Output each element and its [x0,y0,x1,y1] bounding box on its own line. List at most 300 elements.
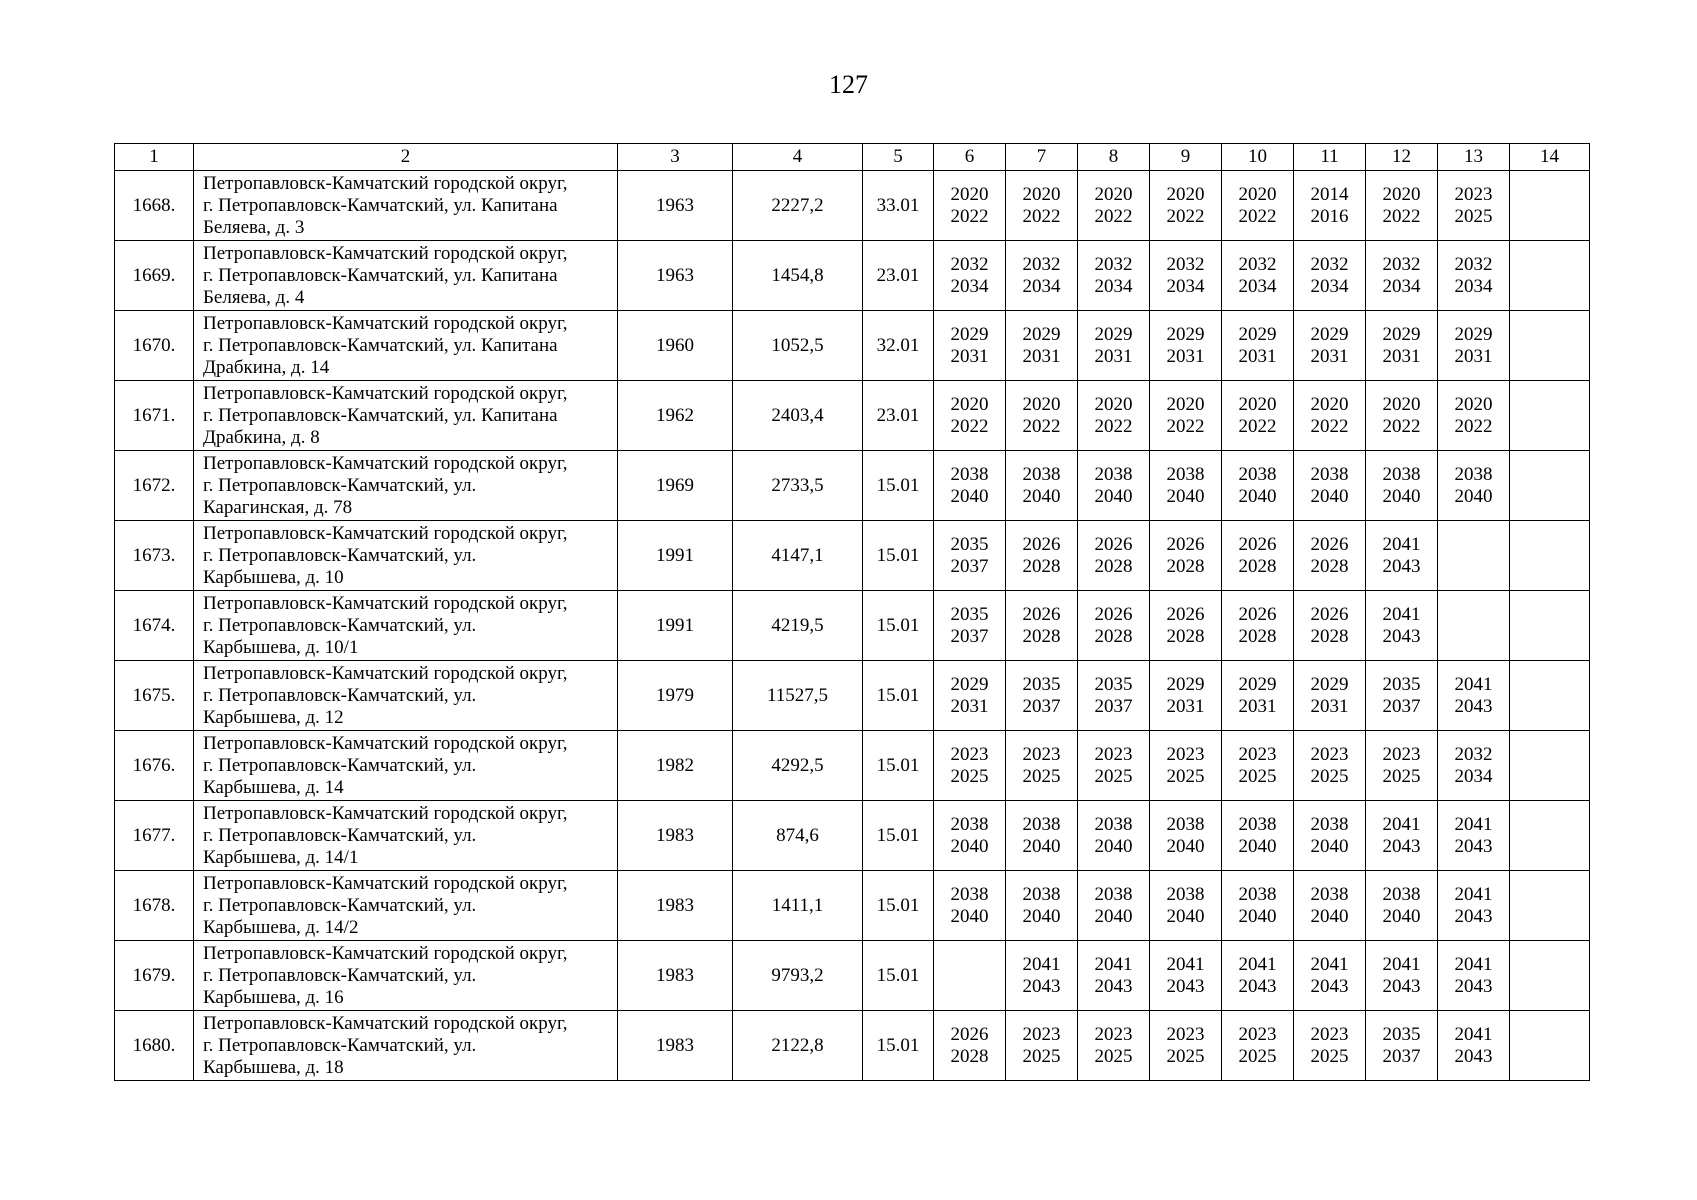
area-cell: 2122,8 [733,1011,863,1081]
year-cell: 1962 [618,381,733,451]
period-start: 2023 [1094,1023,1133,1045]
address-line: Петропавловск-Камчатский городской округ, [203,802,568,824]
period-start: 2038 [1094,813,1133,835]
row-number: 1673. [115,521,194,591]
period-cell [1150,801,1222,871]
period-cell [1222,381,1294,451]
address-cell [194,941,618,1011]
row-number: 1674. [115,591,194,661]
table-row [115,871,1590,941]
period-start: 2035 [1382,1023,1421,1045]
address-line: Карбышева, д. 10 [203,566,344,588]
period-end: 2022 [1166,415,1205,437]
address-line: Петропавловск-Камчатский городской округ, [203,522,568,544]
period-cell [934,731,1006,801]
period-start: 2023 [1238,1023,1277,1045]
period-start: 2038 [1382,883,1421,905]
period-cell [1438,941,1510,1011]
period-cell [934,171,1006,241]
year-cell: 1963 [618,171,733,241]
period-start: 2023 [1166,1023,1205,1045]
area-cell: 1454,8 [733,241,863,311]
period-end: 2040 [1022,485,1061,507]
period-end: 2028 [1166,625,1205,647]
address-line: Петропавловск-Камчатский городской округ, [203,732,568,754]
period-end: 2040 [1382,905,1421,927]
address-line: Карагинская, д. 78 [203,496,353,518]
period-end: 2040 [1382,485,1421,507]
period-cell [1078,941,1150,1011]
period-start: 2029 [1382,323,1421,345]
period-end: 2037 [1022,695,1061,717]
year-cell: 1979 [618,661,733,731]
period-end: 2043 [1382,975,1421,997]
column-header-4: 4 [733,144,863,171]
table-body [115,171,1590,1081]
period-cell [1222,311,1294,381]
period-start: 2023 [1166,743,1205,765]
period-end: 2031 [1238,695,1277,717]
period-cell [1078,661,1150,731]
period-cell [1006,1011,1078,1081]
column-header-10: 10 [1222,144,1294,171]
period-cell [1438,241,1510,311]
address-line: Карбышева, д. 12 [203,706,344,728]
period-start: 2038 [950,463,989,485]
period-cell [1078,801,1150,871]
period-cell [1294,381,1366,451]
period-end: 2022 [1166,205,1205,227]
address-line: г. Петропавловск-Камчатский, ул. Капитана [203,404,558,426]
period-cell [1078,311,1150,381]
period-start: 2023 [1022,743,1061,765]
year-cell: 1983 [618,871,733,941]
period-end: 2034 [950,275,989,297]
column-header-7: 7 [1006,144,1078,171]
period-start: 2020 [1022,183,1061,205]
period-end: 2022 [1094,205,1133,227]
address-line: Карбышева, д. 16 [203,986,344,1008]
period-cell [1366,941,1438,1011]
period-cell [1150,381,1222,451]
period-start: 2014 [1310,183,1349,205]
code-cell: 15.01 [863,801,934,871]
period-end: 2043 [1382,835,1421,857]
period-end: 2043 [1166,975,1205,997]
period-end: 2031 [1454,345,1493,367]
period-cell [934,871,1006,941]
column-header-11: 11 [1294,144,1366,171]
period-end: 2031 [1238,345,1277,367]
column-header-14: 14 [1510,144,1590,171]
period-cell [1294,1011,1366,1081]
period-start: 2026 [1094,533,1133,555]
table-row [115,801,1590,871]
address-line: Петропавловск-Камчатский городской округ, [203,872,568,894]
period-start: 2038 [1166,883,1205,905]
address-cell [194,521,618,591]
period-cell [1078,451,1150,521]
period-start: 2023 [1310,743,1349,765]
address-cell [194,871,618,941]
period-cell [1150,521,1222,591]
period-cell [1078,381,1150,451]
period-cell [1438,521,1510,591]
address-line: Петропавловск-Камчатский городской округ, [203,242,568,264]
code-cell: 15.01 [863,871,934,941]
period-end: 2043 [1454,695,1493,717]
area-cell: 2733,5 [733,451,863,521]
period-end: 2037 [1094,695,1133,717]
period-end: 2028 [1310,625,1349,647]
period-cell [934,1011,1006,1081]
row-number: 1677. [115,801,194,871]
period-end: 2025 [1238,765,1277,787]
period-end: 2022 [950,415,989,437]
period-cell [1006,871,1078,941]
period-end: 2043 [1022,975,1061,997]
period-cell [1510,591,1590,661]
period-cell [1438,381,1510,451]
period-start: 2038 [1238,463,1277,485]
address-line: Карбышева, д. 14/1 [203,846,359,868]
period-end: 2040 [1022,835,1061,857]
period-cell [1150,171,1222,241]
column-header-13: 13 [1438,144,1510,171]
period-start: 2041 [1382,533,1421,555]
column-header-5: 5 [863,144,934,171]
period-start: 2020 [1094,393,1133,415]
period-cell [1438,311,1510,381]
address-line: Петропавловск-Камчатский городской округ, [203,312,568,334]
period-end: 2040 [1238,905,1277,927]
period-end: 2025 [1094,1045,1133,1067]
period-cell [1510,941,1590,1011]
address-cell [194,731,618,801]
period-cell [1366,731,1438,801]
area-cell: 1052,5 [733,311,863,381]
period-start: 2035 [950,603,989,625]
table-row [115,591,1590,661]
period-cell [1510,381,1590,451]
period-cell [1078,171,1150,241]
period-cell [1510,871,1590,941]
address-line: Петропавловск-Камчатский городской округ, [203,1012,568,1034]
address-cell [194,591,618,661]
address-line: г. Петропавловск-Камчатский, ул. [203,1034,477,1056]
year-cell: 1983 [618,941,733,1011]
address-cell [194,801,618,871]
column-header-2: 2 [194,144,618,171]
period-start: 2041 [1454,813,1493,835]
address-line: г. Петропавловск-Камчатский, ул. [203,894,477,916]
period-cell [1150,241,1222,311]
period-start: 2032 [1382,253,1421,275]
period-start: 2032 [1166,253,1205,275]
address-line: Драбкина, д. 14 [203,356,330,378]
period-end: 2028 [1238,625,1277,647]
address-line: Карбышева, д. 14/2 [203,916,359,938]
row-number: 1675. [115,661,194,731]
period-start: 2038 [1382,463,1421,485]
period-start: 2041 [1382,603,1421,625]
period-start: 2029 [1310,673,1349,695]
period-cell [1006,801,1078,871]
period-cell [1366,1011,1438,1081]
period-cell [1510,171,1590,241]
period-cell [1006,451,1078,521]
area-cell: 11527,5 [733,661,863,731]
period-end: 2028 [1310,555,1349,577]
period-start: 2023 [950,743,989,765]
address-cell [194,1011,618,1081]
period-end: 2037 [1382,695,1421,717]
address-line: г. Петропавловск-Камчатский, ул. [203,684,477,706]
address-cell [194,451,618,521]
period-cell [1510,311,1590,381]
period-cell [1006,591,1078,661]
period-start: 2032 [1310,253,1349,275]
address-line: г. Петропавловск-Камчатский, ул. [203,614,477,636]
registry-table [114,143,1590,1081]
period-end: 2022 [1454,415,1493,437]
period-end: 2040 [1094,835,1133,857]
period-end: 2022 [1094,415,1133,437]
period-start: 2026 [1238,603,1277,625]
period-end: 2022 [1382,205,1421,227]
row-number: 1668. [115,171,194,241]
area-cell: 874,6 [733,801,863,871]
period-cell [1366,521,1438,591]
period-cell [1006,171,1078,241]
period-end: 2040 [1094,905,1133,927]
period-end: 2040 [1166,835,1205,857]
row-number: 1669. [115,241,194,311]
period-end: 2025 [1382,765,1421,787]
period-start: 2035 [1094,673,1133,695]
period-end: 2043 [1238,975,1277,997]
row-number: 1670. [115,311,194,381]
period-cell [1150,661,1222,731]
year-cell: 1969 [618,451,733,521]
period-start: 2038 [1166,463,1205,485]
period-start: 2029 [950,323,989,345]
table-row [115,381,1590,451]
period-start: 2026 [1310,533,1349,555]
period-start: 2020 [1022,393,1061,415]
period-start: 2032 [1094,253,1133,275]
period-cell [1078,241,1150,311]
period-end: 2028 [1022,625,1061,647]
period-end: 2022 [1310,415,1349,437]
period-start: 2029 [950,673,989,695]
column-header-9: 9 [1150,144,1222,171]
period-cell [1294,171,1366,241]
period-cell [1510,1011,1590,1081]
row-number: 1671. [115,381,194,451]
period-cell [1510,521,1590,591]
period-cell [934,521,1006,591]
period-start: 2026 [1238,533,1277,555]
period-cell [1150,871,1222,941]
row-number: 1679. [115,941,194,1011]
period-cell [1294,521,1366,591]
address-line: г. Петропавловск-Камчатский, ул. Капитана [203,264,558,286]
period-end: 2025 [1310,765,1349,787]
year-cell: 1991 [618,521,733,591]
period-start: 2041 [1022,953,1061,975]
period-end: 2025 [1454,205,1493,227]
period-cell [934,451,1006,521]
address-line: Карбышева, д. 14 [203,776,344,798]
period-end: 2031 [1094,345,1133,367]
period-cell [1366,661,1438,731]
period-start: 2026 [1310,603,1349,625]
area-cell: 2227,2 [733,171,863,241]
row-number: 1680. [115,1011,194,1081]
table-row [115,171,1590,241]
period-cell [1294,941,1366,1011]
period-start: 2041 [1382,953,1421,975]
address-line: Драбкина, д. 8 [203,426,320,448]
period-cell [934,801,1006,871]
period-cell [1222,871,1294,941]
period-end: 2040 [1238,835,1277,857]
period-end: 2034 [1454,275,1493,297]
period-end: 2031 [1166,695,1205,717]
column-header-12: 12 [1366,144,1438,171]
period-end: 2028 [1238,555,1277,577]
period-cell [934,591,1006,661]
period-end: 2034 [1454,765,1493,787]
period-cell [934,311,1006,381]
period-cell [1222,171,1294,241]
period-cell [1510,241,1590,311]
period-cell [1438,871,1510,941]
address-line: Петропавловск-Камчатский городской округ, [203,942,568,964]
period-cell [1006,941,1078,1011]
period-end: 2028 [1022,555,1061,577]
period-start: 2032 [950,253,989,275]
period-start: 2035 [950,533,989,555]
address-cell [194,311,618,381]
period-cell [1006,521,1078,591]
code-cell: 23.01 [863,381,934,451]
year-cell: 1983 [618,801,733,871]
period-end: 2043 [1310,975,1349,997]
period-start: 2026 [1022,533,1061,555]
period-end: 2034 [1310,275,1349,297]
year-cell: 1963 [618,241,733,311]
period-end: 2025 [1022,765,1061,787]
address-cell [194,381,618,451]
code-cell: 15.01 [863,591,934,661]
table-row [115,451,1590,521]
period-cell [1438,731,1510,801]
code-cell: 15.01 [863,521,934,591]
period-start: 2020 [1310,393,1349,415]
period-start: 2038 [950,813,989,835]
table-row [115,241,1590,311]
period-end: 2040 [1166,485,1205,507]
period-start: 2029 [1166,673,1205,695]
period-start: 2032 [1454,253,1493,275]
period-end: 2040 [1310,835,1349,857]
period-cell [1006,381,1078,451]
period-cell [1366,381,1438,451]
period-end: 2025 [950,765,989,787]
period-start: 2032 [1454,743,1493,765]
code-cell: 33.01 [863,171,934,241]
period-end: 2034 [1166,275,1205,297]
address-line: Петропавловск-Камчатский городской округ, [203,662,568,684]
code-cell: 15.01 [863,661,934,731]
year-cell: 1991 [618,591,733,661]
period-end: 2040 [1238,485,1277,507]
address-line: Карбышева, д. 10/1 [203,636,359,658]
period-start: 2038 [1454,463,1493,485]
year-cell: 1960 [618,311,733,381]
period-start: 2041 [1310,953,1349,975]
period-start: 2038 [950,883,989,905]
period-end: 2025 [1238,1045,1277,1067]
period-cell [1438,661,1510,731]
column-header-6: 6 [934,144,1006,171]
address-line: г. Петропавловск-Камчатский, ул. [203,964,477,986]
period-cell [1294,661,1366,731]
address-cell [194,171,618,241]
period-cell [1150,591,1222,661]
row-number: 1678. [115,871,194,941]
address-line: Петропавловск-Камчатский городской округ, [203,172,568,194]
period-start: 2041 [1454,953,1493,975]
period-cell [1222,241,1294,311]
period-start: 2041 [1454,883,1493,905]
row-number: 1676. [115,731,194,801]
period-end: 2028 [950,1045,989,1067]
period-end: 2031 [1166,345,1205,367]
period-end: 2025 [1166,765,1205,787]
address-line: Петропавловск-Камчатский городской округ, [203,382,568,404]
period-cell [1222,661,1294,731]
period-start: 2020 [1382,183,1421,205]
period-cell [1006,241,1078,311]
period-cell [1294,451,1366,521]
address-line: г. Петропавловск-Камчатский, ул. [203,474,477,496]
period-cell [1366,801,1438,871]
code-cell: 15.01 [863,941,934,1011]
header-row [115,144,1590,171]
period-start: 2026 [1094,603,1133,625]
period-cell [1438,801,1510,871]
area-cell: 1411,1 [733,871,863,941]
period-end: 2040 [1094,485,1133,507]
period-cell [1510,801,1590,871]
period-start: 2038 [1094,463,1133,485]
period-start: 2020 [1238,183,1277,205]
period-end: 2034 [1382,275,1421,297]
period-start: 2023 [1094,743,1133,765]
period-start: 2020 [950,393,989,415]
period-cell [1222,1011,1294,1081]
period-end: 2040 [1166,905,1205,927]
period-end: 2025 [1310,1045,1349,1067]
address-cell [194,661,618,731]
period-start: 2029 [1166,323,1205,345]
period-end: 2016 [1310,205,1349,227]
period-start: 2023 [1310,1023,1349,1045]
year-cell: 1982 [618,731,733,801]
